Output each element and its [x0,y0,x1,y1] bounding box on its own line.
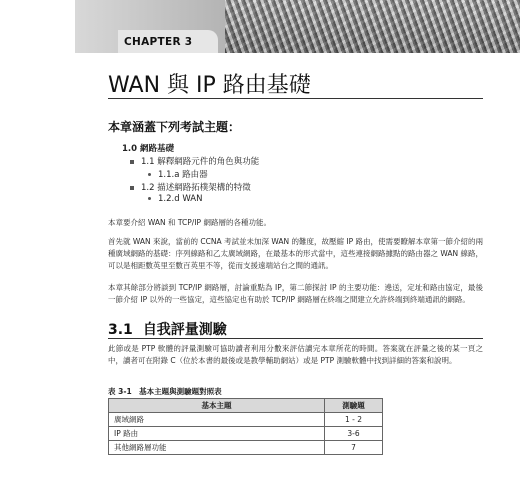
topic-question-table [108,398,383,455]
network-layer-paragraph: 本章其餘部分將談到 TCP/IP 網路層，討論重點為 IP，第二節探討 IP 的主要功能：遶送，定址和路由協定，最後一節介紹 IP 以外的一些協定，這些協定也有助於 TCP/IP 網路層在終端之間建立允許終端到終端通訊的網路。 [108,283,483,304]
topic-cell: 廣域網路 [109,413,325,427]
question-cell: 1 - 2 [325,413,383,427]
network-cables-image [225,0,520,53]
objective-item: 1.0 網路基礎 [122,144,175,154]
topic-cell: IP 路由 [109,427,325,441]
wan-paragraph: 首先就 WAN 來說，當前的 CCNA 考試並未加深 WAN 的難度，故壓縮 IP 路由，使需要瞭解本章第一節介紹的兩種廣域網路的基礎：序列線路和乙太廣域網路，在最基本的形式當中，這些連接網路據點的路由器之 WAN 線路，可以是相距數英里至數百英里不等，從而支援遠端站台之間的通訊。 [108,237,484,270]
section-paragraph: 此節或是 PTP 軟體的評量測驗可協助讀者利用分數來評估讀完本章所花的時間。答案就在評量之後的某一頁之中，讀者可在附錄 C（位於本書的最後或是教學輔助網站）或是 PTP 測驗軟體中找到詳細的答案和說明。 [108,344,483,365]
round-bullet-icon [148,197,151,200]
table-header-row [109,399,383,413]
table-caption: 表 3-1 基本主題與測驗題對照表 [108,387,222,396]
intro-paragraph: 本章要介紹 WAN 和 TCP/IP 網路層的各種功能。 [108,218,271,227]
section-heading: 3.1 自我評量測驗 [108,322,227,338]
table-row [109,427,383,441]
title-rule [108,98,483,99]
section-rule [108,338,483,339]
objectives-heading: 本章涵蓋下列考試主題： [108,120,241,134]
table-row [109,413,383,427]
chapter-label: CHAPTER 3 [124,36,193,48]
objective-item: 1.2.d WAN [148,194,202,204]
objective-item: 1.1 解釋網路元件的角色與功能 [130,155,259,167]
question-cell: 3-6 [325,427,383,441]
round-bullet-icon [148,173,151,176]
objective-item: 1.2 描述網路拓樸架構的特徵 [130,181,251,193]
column-header: 基本主題 [109,399,325,413]
question-cell: 7 [325,441,383,455]
square-bullet-icon [130,160,134,164]
chapter-title: WAN 與 IP 路由基礎 [108,73,311,98]
square-bullet-icon [130,186,134,190]
topic-cell: 其他網路層功能 [109,441,325,455]
column-header: 測驗題 [325,399,383,413]
table-row [109,441,383,455]
objective-item: 1.1.a 路由器 [148,168,208,180]
